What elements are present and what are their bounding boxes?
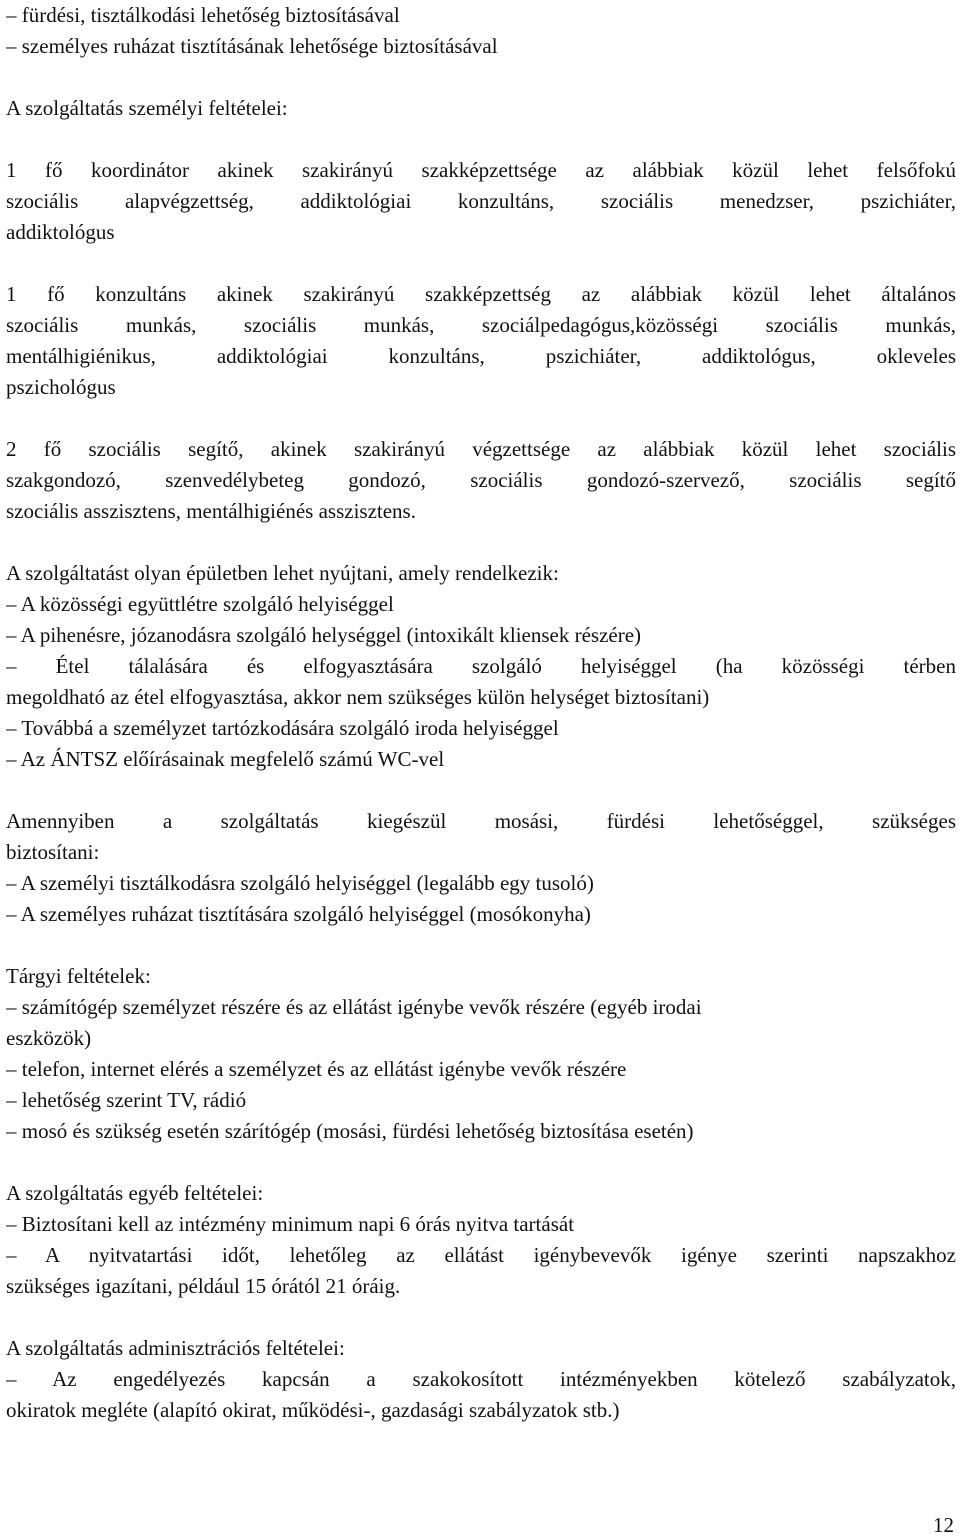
paragraph-spacer [6,1147,956,1178]
text-line: addiktológus [6,220,115,244]
text-line: A szolgáltatás személyi feltételei: [6,96,288,120]
text-line: Amennyiben a szolgáltatás kiegészül mosási, fürdési lehetőséggel, szükséges [6,809,956,833]
text-line: okiratok megléte (alapító okirat, működési-, gazdasági szabályzatok stb.) [6,1398,620,1422]
text-line: – számítógép személyzet részére és az ellátást igénybe vevők részére (egyéb irodai [6,995,702,1019]
paragraph-spacer [6,62,956,93]
text-line: – Az ÁNTSZ előírásainak megfelelő számú WC-vel [6,747,445,771]
text-line: A szolgáltatás adminisztrációs feltételei: [6,1336,345,1360]
text-line: – Az engedélyezés kapcsán a szakokosított intézményekben kötelező szabályzatok, [6,1367,956,1391]
text-line: eszközök) [6,1026,92,1050]
text-line: szakgondozó, szenvedélybeteg gondozó, szociális gondozó-szervező, szociális segítő [6,468,956,492]
paragraph [6,961,956,1147]
text-line: – Étel tálalására és elfogyasztására szolgáló helyiséggel (ha közösségi térben [6,654,956,678]
text-line: – A közösségi együttlétre szolgáló helyiséggel [6,592,394,616]
text-line: mentálhigiénikus, addiktológiai konzultáns, pszichiáter, addiktológus, okleveles [6,344,956,368]
paragraph [6,806,956,930]
paragraph [6,0,956,62]
text-line: szociális alapvégzettség, addiktológiai konzultáns, szociális menedzser, pszichiáter, [6,189,956,213]
text-line: 1 fő koordinátor akinek szakirányú szakképzettsége az alábbiak közül lehet felsőfokú [6,158,956,182]
text-line: A szolgáltatás egyéb feltételei: [6,1181,264,1205]
text-line: szociális asszisztens, mentálhigiénés asszisztens. [6,499,416,523]
paragraph [6,93,956,124]
paragraph-spacer [6,1302,956,1333]
text-line: – fürdési, tisztálkodási lehetőség biztosításával [6,3,400,27]
paragraph [6,279,956,403]
paragraph-spacer [6,248,956,279]
text-line: – lehetőség szerint TV, rádió [6,1088,247,1112]
paragraph-spacer [6,930,956,961]
paragraph [6,155,956,248]
paragraph-spacer [6,403,956,434]
text-line: szociális munkás, szociális munkás, szociálpedagógus,közösségi szociális munkás, [6,313,956,337]
text-line: – A személyes ruházat tisztítására szolgáló helyiséggel (mosókonyha) [6,902,591,926]
text-line: – Biztosítani kell az intézmény minimum napi 6 órás nyitva tartását [6,1212,575,1236]
paragraph-spacer [6,775,956,806]
text-line: szükséges igazítani, például 15 órától 21 óráig. [6,1274,401,1298]
paragraph [6,1178,956,1302]
document-page [6,0,956,1426]
text-line: – mosó és szükség esetén szárítógép (mosási, fürdési lehetőség biztosítása esetén) [6,1119,694,1143]
text-line: – A pihenésre, józanodásra szolgáló helységgel (intoxikált kliensek részére) [6,623,642,647]
text-line: – személyes ruházat tisztításának lehetősége biztosításával [6,34,498,58]
text-line: biztosítani: [6,840,100,864]
text-line: – telefon, internet elérés a személyzet és az ellátást igénybe vevők részére [6,1057,627,1081]
paragraph-spacer [6,124,956,155]
text-line: pszichológus [6,375,116,399]
text-line: megoldható az étel elfogyasztása, akkor nem szükséges külön helységet biztosítani) [6,685,710,709]
text-line: Tárgyi feltételek: [6,964,151,988]
text-line: – A személyi tisztálkodásra szolgáló helyiséggel (legalább egy tusoló) [6,871,594,895]
paragraph [6,1333,956,1426]
paragraph [6,558,956,775]
page-number: 12 [933,1513,954,1537]
text-line: A szolgáltatást olyan épületben lehet nyújtani, amely rendelkezik: [6,561,559,585]
text-line: 2 fő szociális segítő, akinek szakirányú végzettsége az alábbiak közül lehet szociális [6,437,956,461]
text-line: – A nyitvatartási időt, lehetőleg az ellátást igénybevevők igénye szerinti napszakhoz [6,1243,956,1267]
paragraph-spacer [6,527,956,558]
text-line: 1 fő konzultáns akinek szakirányú szakképzettség az alábbiak közül lehet általános [6,282,956,306]
paragraph [6,434,956,527]
text-line: – Továbbá a személyzet tartózkodására szolgáló iroda helyiséggel [6,716,559,740]
